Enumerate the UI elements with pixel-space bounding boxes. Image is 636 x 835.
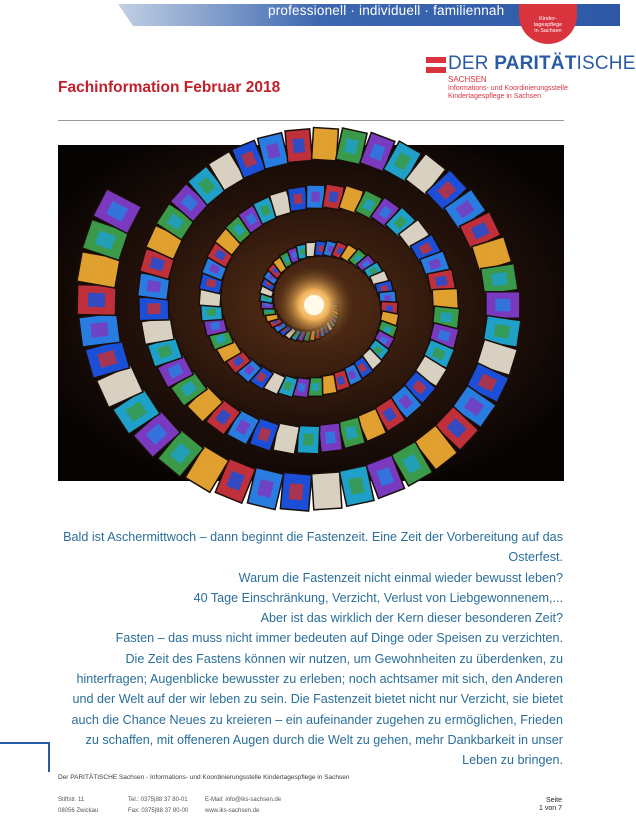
- paragraph: 40 Tage Einschränkung, Verzicht, Verlust von Liebgewonnenem,...: [193, 590, 563, 605]
- footer-organization: Der PARITÄTISCHE Sachsen - Informations- und Koordinierungsstelle Kindertagespflege in Sachsen: [58, 774, 350, 781]
- footer-phone: Tel.: 0375|88 37 80-01 Fax: 0375|88 37 80-00: [128, 797, 189, 814]
- banner-slogan: professionell · individuell · familiennah: [268, 3, 505, 18]
- body-text: [58, 527, 563, 771]
- logo-region: SACHSEN: [448, 75, 487, 84]
- paragraph: Die Zeit des Fastens können wir nutzen, um Gewohnheiten zu überdenken, zu hinterfragen; Augenblicke bewusster zu erleben; noch achtsamer mit sich, den Anderen und der Welt auf der wir leben zu sein. Die Fastenzeit bietet nicht nur Verzicht, sie bietet auch die Chance Neues zu kreieren – ein aufeinander zugehen zu ermöglichen, Frieden zu schaffen, mit offeneren Augen durch die Welt zu gehen, mehr Dankbarkeit in unser Leben zu bringen.: [71, 651, 563, 768]
- footer-address: Stiftstr. 11 08056 Zwickau: [58, 797, 99, 814]
- page-number: Seite 1 von 7: [539, 797, 562, 812]
- logo-mark-icon: [426, 57, 446, 75]
- kindertagespflege-seal: Kinder- tagespflege in Sachsen: [519, 4, 577, 44]
- paragraph: Fasten – das muss nicht immer bedeuten auf Dinge oder Speisen zu verzichten.: [115, 631, 563, 646]
- stained-glass-spiral-photo: [58, 145, 564, 481]
- footer-web: E-Mail: info@iks-sachsen.de www.iks-sachsen.de: [205, 797, 282, 814]
- paragraph: Aber ist das wirklich der Kern dieser besonderen Zeit?: [260, 611, 563, 626]
- footer-corner-line: [0, 742, 50, 744]
- paritaetische-logo: [424, 53, 636, 113]
- logo-subtitle: Informations- und Koordinierungsstelle Kindertagespflege in Sachsen: [448, 85, 568, 100]
- spiral-image: [58, 145, 564, 481]
- divider: [58, 120, 564, 121]
- footer-corner-line: [48, 742, 50, 772]
- page-title: Fachinformation Februar 2018: [58, 79, 281, 96]
- logo-brand: DER PARITÄTISCHE: [448, 53, 636, 74]
- paragraph: Bald ist Aschermittwoch – dann beginnt die Fastenzeit. Eine Zeit der Vorbereitung auf das Osterfest.: [63, 530, 563, 565]
- paragraph: Warum die Fastenzeit nicht einmal wieder bewusst leben?: [238, 570, 563, 585]
